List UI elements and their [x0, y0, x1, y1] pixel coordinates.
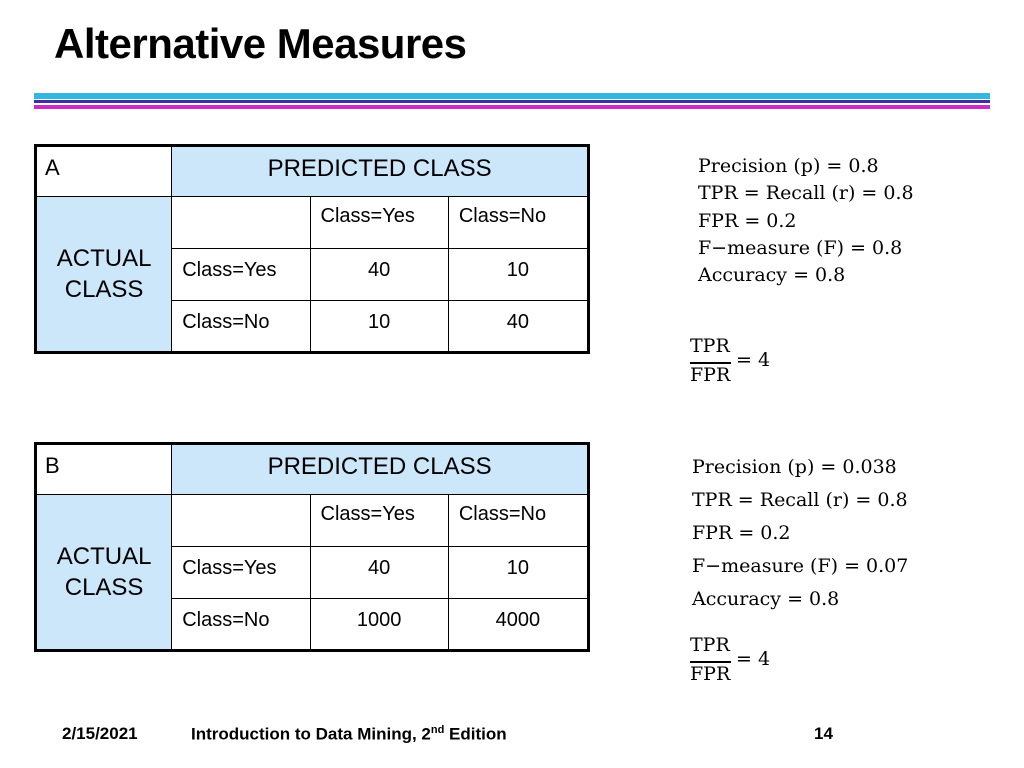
- slide-title: Alternative Measures: [54, 20, 467, 67]
- metric-accuracy: Accuracy = 0.8: [692, 588, 840, 610]
- cell-true-positive: 40: [310, 547, 448, 599]
- confusion-matrix-b: [34, 442, 590, 652]
- actual-line-1: ACTUAL: [56, 245, 152, 272]
- cell-true-negative: 40: [448, 301, 588, 353]
- cell-true-positive: 40: [310, 249, 448, 301]
- metrics-a: [698, 153, 914, 289]
- actual-line-1: ACTUAL: [56, 543, 152, 570]
- predicted-class-header: PREDICTED CLASS: [172, 444, 589, 495]
- title-rule-magenta: [34, 105, 990, 109]
- metric-f-measure: F−measure (F) = 0.07: [692, 555, 909, 577]
- row-header-no: Class=No: [172, 301, 310, 353]
- cell-false-negative: 10: [448, 547, 588, 599]
- course-title-suffix: Edition: [444, 724, 507, 744]
- metric-accuracy: Accuracy = 0.8: [698, 264, 846, 287]
- empty-corner-cell: [172, 197, 310, 249]
- matrix-label: B: [36, 444, 172, 495]
- course-title-prefix: Introduction to Data Mining, 2: [191, 724, 431, 744]
- metric-precision: Precision (p) = 0.8: [698, 155, 879, 177]
- ratio-denominator: FPR: [690, 364, 731, 386]
- metric-tpr-recall: TPR = Recall (r) = 0.8: [698, 182, 914, 205]
- metric-precision: Precision (p) = 0.038: [692, 456, 897, 478]
- metric-fpr: FPR = 0.2: [692, 522, 791, 544]
- ratio-numerator: TPR: [690, 634, 730, 656]
- actual-line-2: CLASS: [64, 276, 144, 303]
- cell-false-positive: 1000: [310, 599, 448, 651]
- metric-fpr: FPR = 0.2: [698, 209, 797, 232]
- row-header-no: Class=No: [172, 599, 310, 651]
- cell-false-positive: 10: [310, 301, 448, 353]
- cell-true-negative: 4000: [448, 599, 588, 651]
- ratio-denominator: FPR: [690, 663, 731, 685]
- ratio-result: = 4: [736, 648, 771, 670]
- predicted-class-header: PREDICTED CLASS: [172, 146, 589, 197]
- footer-course-title: [191, 724, 507, 745]
- row-header-yes: Class=Yes: [172, 547, 310, 599]
- ratio-numerator: TPR: [690, 335, 730, 357]
- actual-class-header: [36, 197, 172, 353]
- metric-f-measure: F−measure (F) = 0.8: [698, 236, 903, 259]
- metrics-b: [692, 451, 908, 616]
- col-header-yes: Class=Yes: [310, 197, 448, 249]
- matrix-label: A: [36, 146, 172, 197]
- ratio-result: = 4: [736, 349, 771, 371]
- actual-line-2: CLASS: [64, 574, 144, 601]
- title-rule-navy: [34, 100, 990, 103]
- col-header-yes: Class=Yes: [310, 495, 448, 547]
- title-rule-cyan: [34, 93, 990, 99]
- footer-page-number: 14: [814, 724, 833, 743]
- row-header-yes: Class=Yes: [172, 249, 310, 301]
- col-header-no: Class=No: [448, 495, 588, 547]
- col-header-no: Class=No: [448, 197, 588, 249]
- course-title-superscript: nd: [430, 724, 445, 736]
- actual-class-header: [36, 495, 172, 651]
- empty-corner-cell: [172, 495, 310, 547]
- footer-date: 2/15/2021: [62, 724, 138, 743]
- confusion-matrix-a: [34, 144, 590, 354]
- metric-tpr-recall: TPR = Recall (r) = 0.8: [692, 489, 908, 511]
- cell-false-negative: 10: [448, 249, 588, 301]
